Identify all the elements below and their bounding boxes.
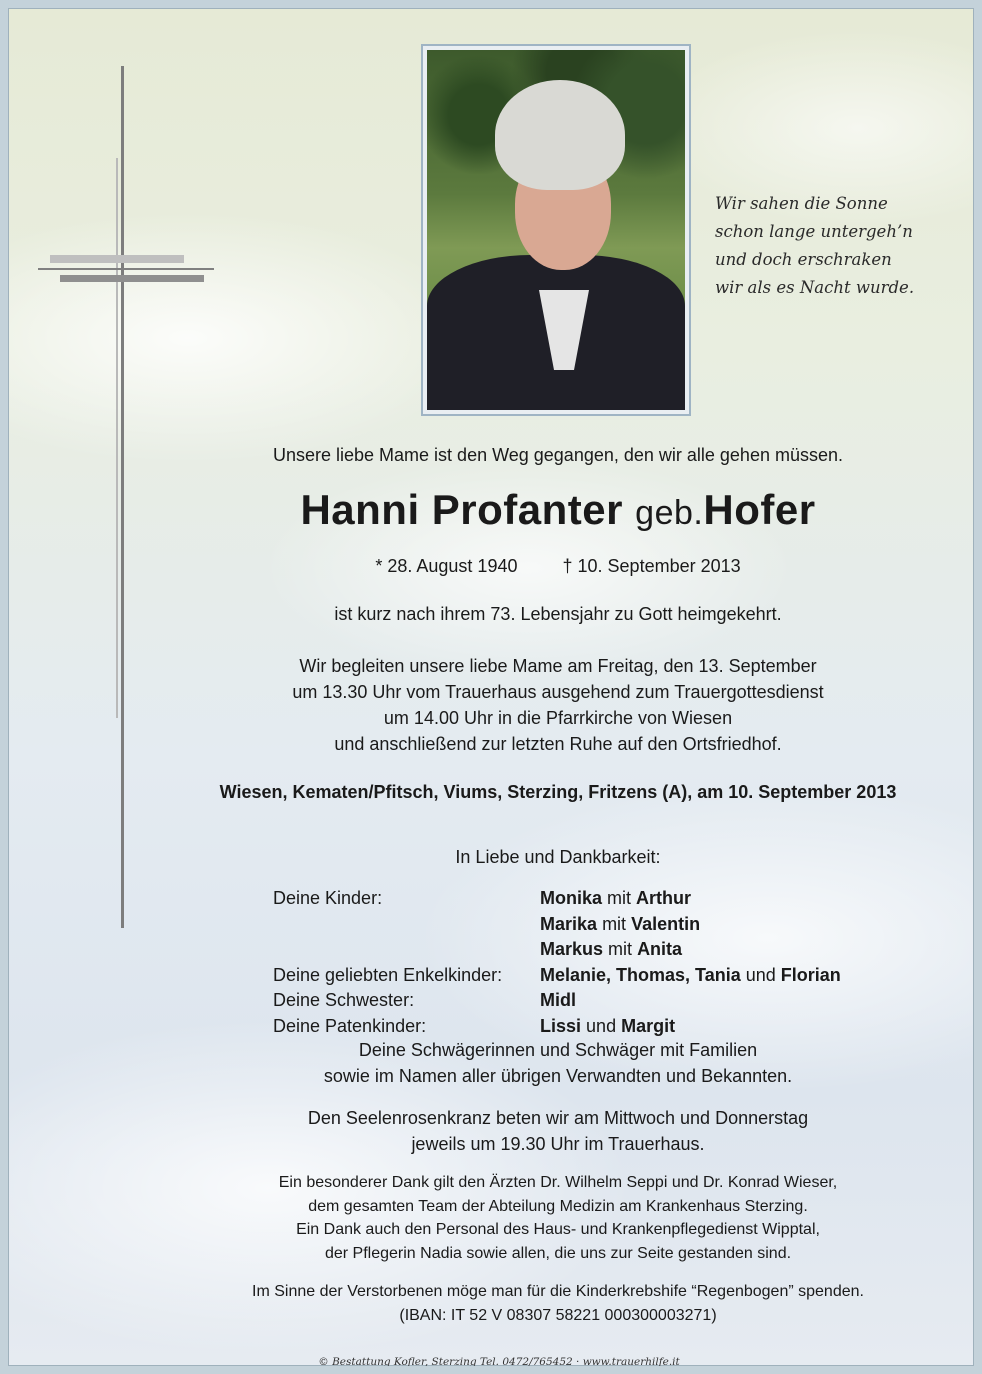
family-relation: Deine geliebten Enkelkinder: (273, 964, 503, 985)
family-name: Midl (540, 990, 576, 1010)
intro-text: Unsere liebe Mame ist den Weg gegangen, den wir alle gehen müssen. (272, 445, 843, 465)
family-joiner: und (586, 1015, 617, 1036)
family-name: Markus (540, 939, 604, 959)
family-joiner: mit (607, 888, 632, 908)
family-relation: Deine Schwester: (273, 990, 415, 1010)
poem-line: schon lange untergeh’n (715, 222, 913, 241)
age-text: ist kurz nach ihrem 73. Lebensjahr zu Gott heimgekehrt. (334, 604, 782, 624)
family-row (273, 886, 841, 912)
funeral-details (118, 653, 982, 757)
family-name: Marika (540, 913, 598, 934)
family-list (273, 886, 841, 1039)
poem-line: wir als es Nacht wurde. (715, 278, 915, 297)
geb-label: geb. (635, 494, 704, 532)
family-joiner: mit (602, 913, 627, 934)
thanks-line: der Pflegerin Nadia sowie allen, die uns zur Seite gestanden sind. (324, 1244, 792, 1262)
maiden-name: Hofer (703, 486, 816, 533)
rosary-text (118, 1106, 982, 1157)
family-relation: Deine Patenkinder: (273, 1015, 427, 1036)
in-liebe-heading: In Liebe und Dankbarkeit: (455, 847, 661, 867)
birth-date: * 28. August 1940 (375, 556, 518, 576)
iban-line: (IBAN: IT 52 V 08307 58221 000300003271) (399, 1306, 717, 1324)
family-row (273, 912, 841, 938)
relatives-line: Deine Schwägerinnen und Schwäger mit Familien (358, 1040, 758, 1060)
family-name: Valentin (631, 913, 701, 934)
family-name: Melanie, Thomas, Tania (540, 964, 741, 985)
thanks-line: Ein Dank auch den Personal des Haus- und Krankenpflegedienst Wipptal, (296, 1221, 820, 1238)
family-name: Lissi (540, 1015, 582, 1036)
poem-line: Wir sahen die Sonne (715, 194, 888, 213)
donation-line: Im Sinne der Verstorbenen möge man für die Kinderkrebshife “Regenbogen” spenden. (252, 1283, 864, 1300)
cross-lower-bar (60, 275, 204, 282)
places-date: Wiesen, Kematen/Pfitsch, Viums, Sterzing, Fritzens (A), am 10. September 2013 (219, 782, 897, 802)
funeral-line: um 14.00 Uhr in die Pfarrkirche von Wiesen (383, 708, 733, 728)
footer-credit: © Bestattung Kofler, Sterzing Tel. 0472/765452 · www.trauerhilfe.it (318, 1356, 680, 1368)
poem (715, 190, 945, 302)
family-row (273, 963, 841, 989)
family-relation (273, 912, 540, 938)
rosary-line: jeweils um 19.30 Uhr im Trauerhaus. (411, 1133, 705, 1154)
deceased-name (118, 486, 982, 534)
relatives-text (118, 1038, 982, 1089)
family-row (273, 988, 841, 1014)
funeral-line: und anschließend zur letzten Ruhe auf den Ortsfriedhof. (334, 734, 782, 754)
family-row (273, 937, 841, 963)
family-relation: Deine Kinder: (273, 888, 383, 908)
family-row (273, 1014, 841, 1040)
relatives-line: sowie im Namen aller übrigen Verwandten und Bekannten. (323, 1065, 793, 1086)
donation-text (118, 1280, 982, 1327)
portrait-photo (421, 44, 691, 416)
thanks-line: dem gesamten Team der Abteilung Medizin am Krankenhaus Sterzing. (308, 1197, 808, 1215)
family-name: Margit (621, 1015, 676, 1036)
cross-shadow-bar (116, 158, 118, 718)
family-relation (273, 937, 540, 963)
thanks-line: Ein besonderer Dank gilt den Ärzten Dr. Wilhelm Seppi und Dr. Konrad Wieser, (278, 1174, 838, 1191)
rosary-line: Den Seelenrosenkranz beten wir am Mittwoch und Donnerstag (307, 1108, 809, 1128)
family-name: Monika (540, 888, 603, 908)
family-name: Arthur (636, 888, 692, 908)
full-name: Hanni Profanter (300, 486, 623, 533)
family-name: Anita (637, 939, 683, 959)
cross-horizontal-bar (38, 268, 214, 270)
funeral-line: um 13.30 Uhr vom Trauerhaus ausgehend zum Trauergottesdienst (292, 682, 824, 702)
family-joiner: und (745, 964, 776, 985)
thanks-text (118, 1171, 982, 1265)
life-dates (118, 556, 982, 577)
cross-upper-bar (50, 255, 184, 263)
family-joiner: mit (608, 939, 633, 959)
funeral-line: Wir begleiten unsere liebe Mame am Freitag, den 13. September (299, 656, 817, 676)
portrait-image (427, 50, 685, 410)
poem-line: und doch erschraken (715, 250, 892, 269)
family-name: Florian (780, 964, 841, 985)
death-date: † 10. September 2013 (562, 556, 741, 576)
